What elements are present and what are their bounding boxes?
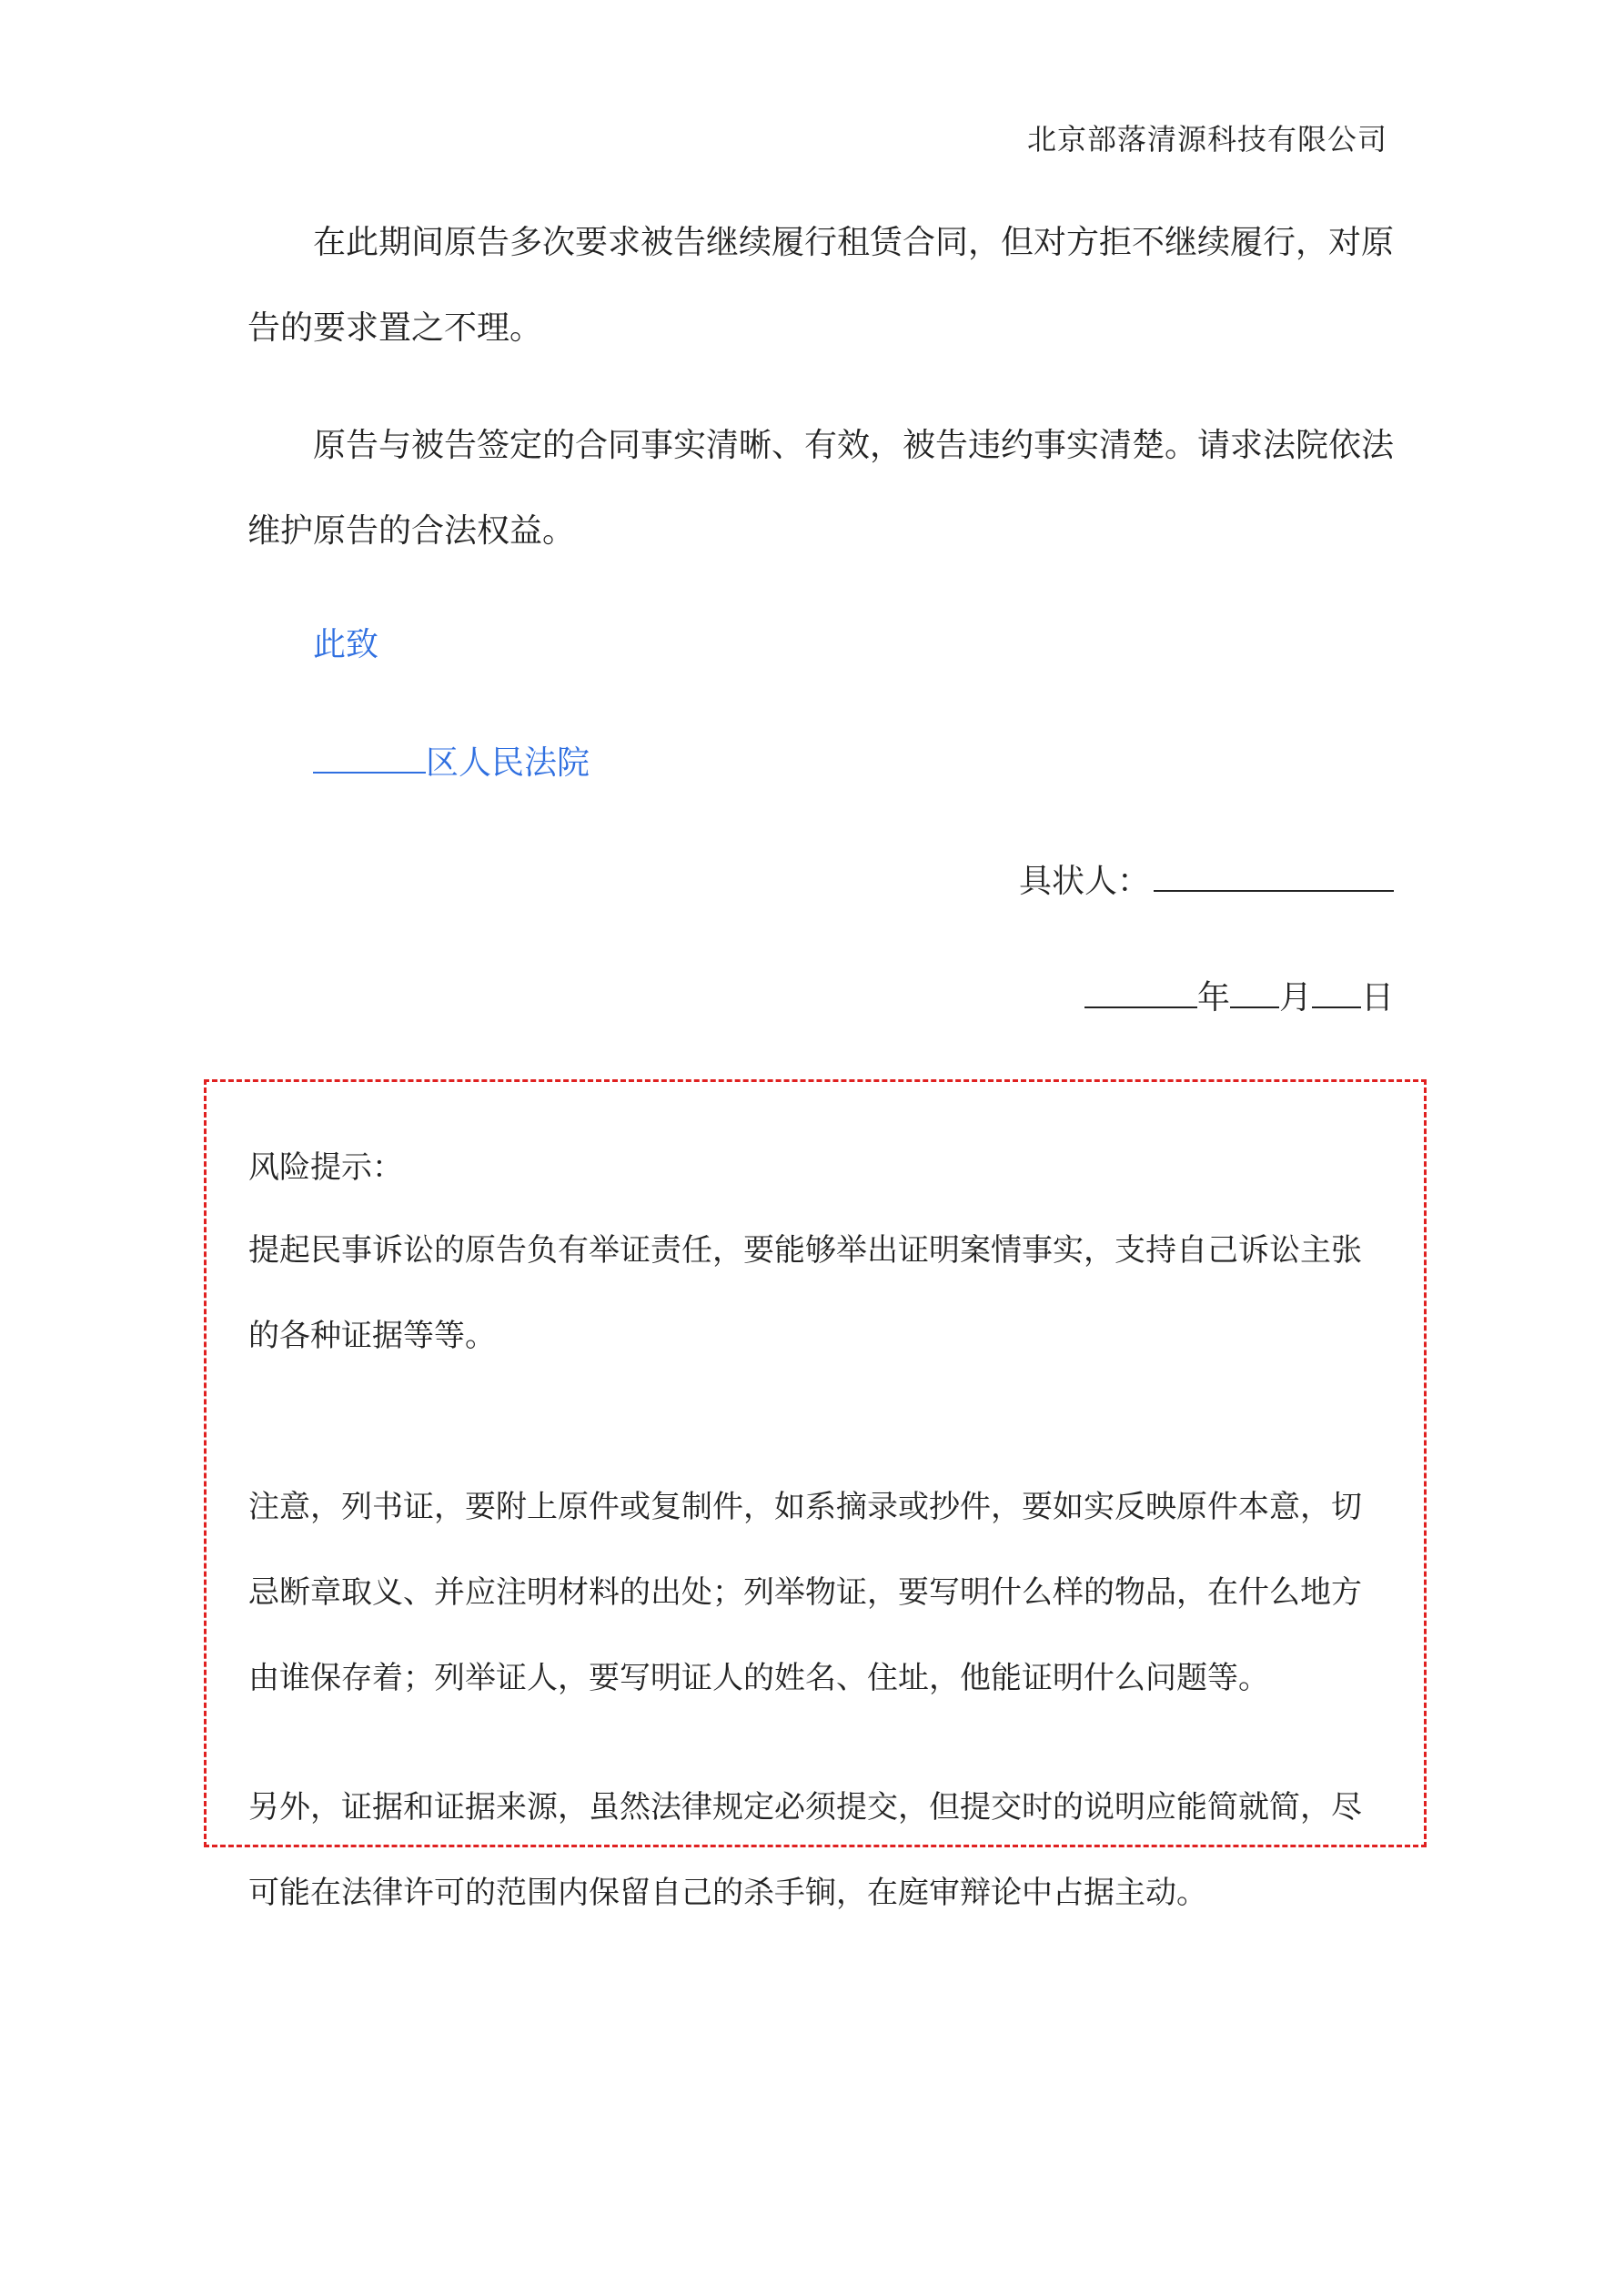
day-label: 日 [1360, 979, 1394, 1017]
risk-notice-burden-of-proof: 提起民事诉讼的原告负有举证责任，要能够举出证明案情事实，支持自己诉讼主张的各种证据等等。 [248, 1232, 1362, 1354]
month-label: 月 [1278, 979, 1312, 1017]
court-suffix: 区人民法院 [426, 744, 590, 782]
year-label: 年 [1196, 979, 1230, 1017]
date-line [1084, 972, 1394, 1018]
year-blank[interactable] [1084, 976, 1197, 1008]
signer-line [1019, 855, 1394, 902]
body-paragraph-request: 原告与被告签定的合同事实清晰、有效，被告违约事实清楚。请求法院依法维护原告的合法权益。 [247, 427, 1395, 550]
salutation: 此致 [313, 626, 379, 663]
court-line [313, 737, 590, 784]
risk-notice-evidence-strategy: 另外，证据和证据来源，虽然法律规定必须提交，但提交时的说明应能简就简，尽可能在法律许可的范围内保留自己的杀手锏，在庭审辩论中占据主动。 [248, 1789, 1362, 1911]
month-blank[interactable] [1230, 976, 1279, 1008]
day-blank[interactable] [1312, 976, 1361, 1008]
body-paragraph-refusal: 在此期间原告多次要求被告继续履行租赁合同，但对方拒不继续履行，对原告的要求置之不理。 [247, 224, 1395, 347]
court-name-blank[interactable] [313, 741, 426, 774]
signer-label: 具状人： [1018, 863, 1150, 900]
company-name-header: 北京部落清源科技有限公司 [1026, 122, 1387, 157]
risk-notice-box [204, 1079, 1427, 1911]
risk-notice-evidence-listing: 注意，列书证，要附上原件或复制件，如系摘录或抄件，要如实反映原件本意，切忌断章取义、并应注明材料的出处；列举物证，要写明什么样的物品，在什么地方由谁保存着；列举证人，要写明证人的姓名、住址，他能证明什么问题等。 [248, 1489, 1362, 1696]
signer-blank[interactable] [1154, 859, 1394, 892]
risk-notice-title: 风险提示： [248, 1149, 403, 1186]
